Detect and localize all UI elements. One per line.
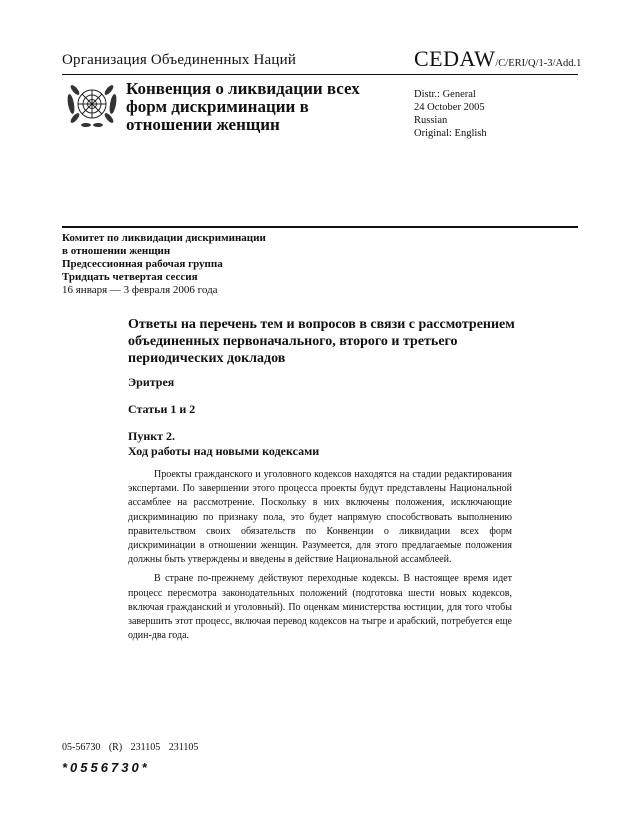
document-symbol-main: CEDAW [414, 46, 496, 71]
point-number: Пункт 2. [128, 429, 176, 443]
language-line: Russian [414, 115, 448, 126]
body-text [128, 468, 512, 648]
original-line: Original: English [414, 128, 487, 139]
country-heading: Эритрея [128, 375, 175, 389]
committee-divider [62, 226, 578, 228]
document-symbol-suffix: /C/ERI/Q/1-3/Add.1 [495, 58, 582, 69]
barcode-text: *0556730* [62, 760, 150, 775]
paragraph: Проекты гражданского и уголовного кодексов находятся на стадии редактирования экспертами. По завершении этого процесса проекты будут представлены Национальной ассамблее на рассмотрение. Поскольку в них включены положения, исключающие дискриминацию по признаку пола, это будет напрямую способствовать выполнению правительством своих обязательств по Конвенции о ликвидации всех форм дискриминации в отношении женщин. Разумеется, для этого предлагаемые положения должны быть утверждены и введены в действие Национальной ассамблеей. [128, 469, 512, 566]
distr-line: Distr.: General [414, 89, 476, 100]
committee-name-line2: в отношении женщин [62, 245, 171, 257]
point-title: Ход работы над новыми кодексами [128, 444, 320, 458]
org-name: Организация Объединенных Наций [62, 52, 297, 68]
committee-name-line1: Комитет по ликвидации дискриминации [62, 232, 266, 244]
distribution-block [414, 88, 487, 140]
session-dates: 16 января — 3 февраля 2006 года [62, 284, 218, 296]
date-line: 24 October 2005 [414, 102, 485, 113]
header-divider [62, 74, 578, 75]
un-emblem-icon [64, 80, 120, 130]
paragraph: В стране по-прежнему действуют переходные кодексы. В настоящее время идет процесс пересмотра законодательных положений (подготовка шести новых кодексов, включая гражданский и уголовный). По оценкам министерства юстиции, для того чтобы завершить этот процесс, включая перевод кодексов на тыгре и арабский, потребуется еще один-два года. [128, 573, 512, 642]
articles-heading: Статьи 1 и 2 [128, 402, 196, 416]
point-heading [128, 429, 319, 459]
session: Тридцать четвертая сессия [62, 271, 198, 283]
job-code: 05-56730 (R) 231105 231105 [62, 742, 199, 753]
convention-title: Конвенция о ликвидации всех форм дискриминации в отношении женщин [126, 79, 360, 134]
document-symbol [414, 46, 581, 72]
working-group: Предсессионная рабочая группа [62, 258, 223, 270]
document-title: Ответы на перечень тем и вопросов в связи с рассмотрением объединенных первоначального, второго и третьего периодических докладов [128, 317, 515, 366]
committee-block [62, 232, 266, 297]
